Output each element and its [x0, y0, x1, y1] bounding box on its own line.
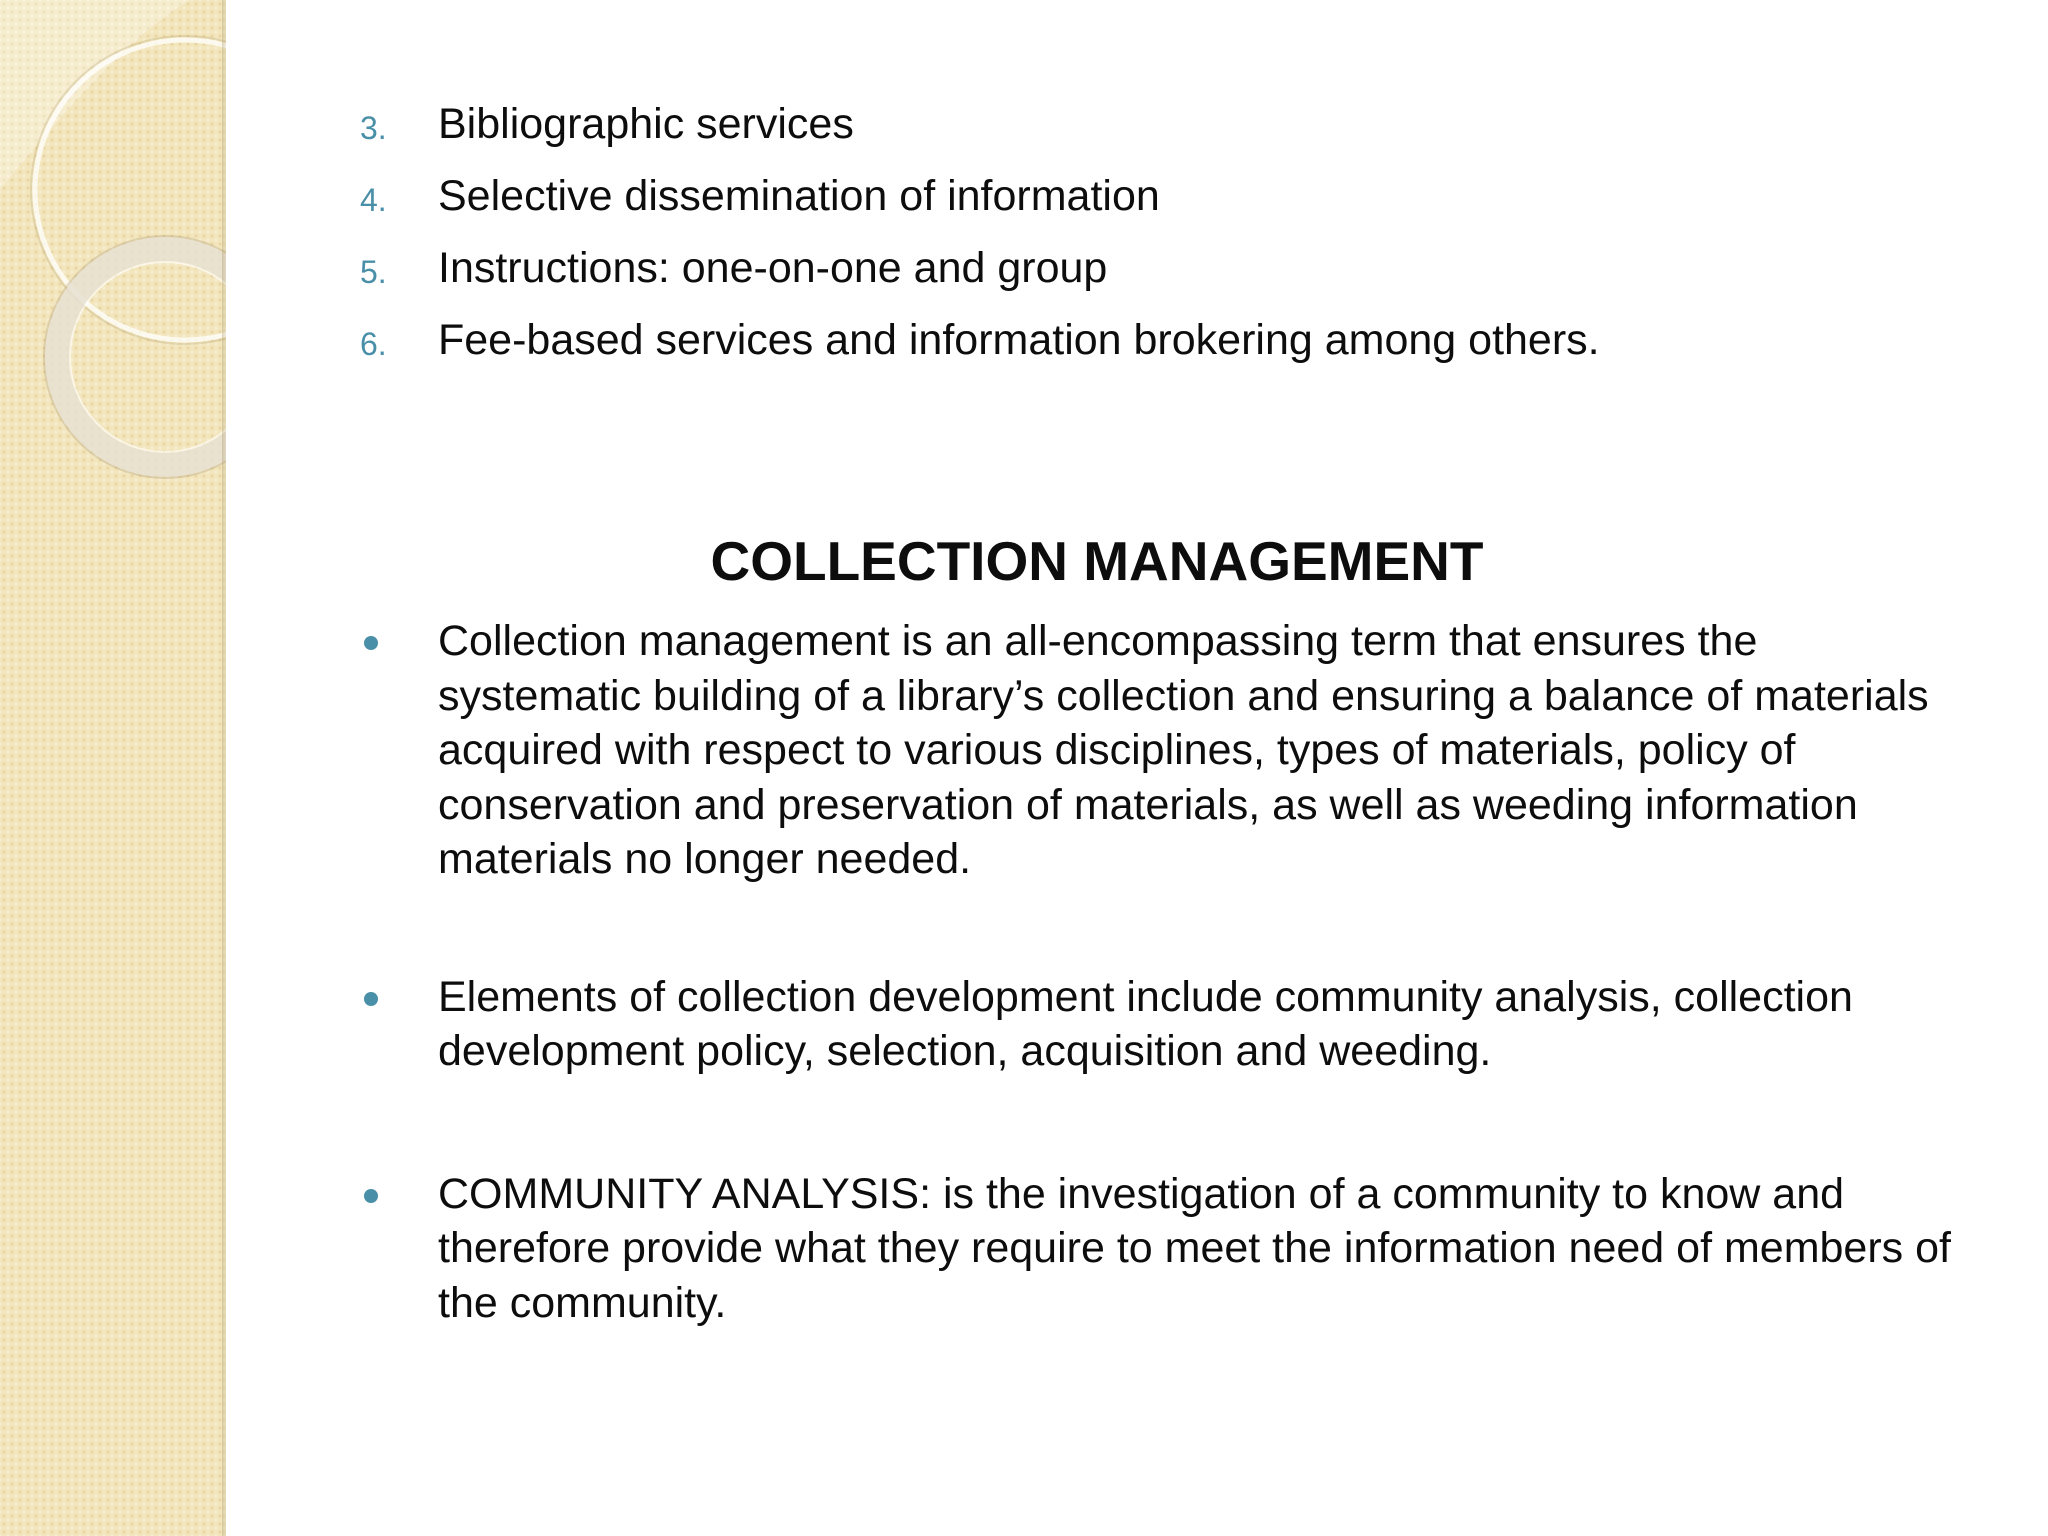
list-number: 3. — [360, 110, 387, 146]
list-item-text: Selective dissemination of information — [438, 172, 1160, 220]
bullet-item — [360, 970, 1960, 1079]
list-item-text: Bibliographic services — [438, 100, 854, 148]
bullet-item — [360, 614, 1960, 887]
list-item-text: Instructions: one-on-one and group — [438, 244, 1108, 292]
section-title: COLLECTION MANAGEMENT — [710, 530, 1484, 592]
bullet-dot-icon — [364, 992, 378, 1006]
list-number: 4. — [360, 182, 387, 218]
decorative-sidebar — [0, 0, 226, 1536]
bullet-list — [360, 614, 1960, 1330]
bullet-dot-icon — [364, 636, 378, 650]
list-number: 5. — [360, 254, 387, 290]
bullet-text: Collection management is an all-encompassing term that ensures the systematic building of a library’s collection and ensuring a balance of materials acquired with respect to various disciplines, types of materials, policy of conservation and preservation of materials, as well as weeding information materials no longer needed. — [438, 617, 1929, 883]
bullet-text: Elements of collection development include community analysis, collection development policy, selection, acquisition and weeding. — [438, 972, 1853, 1075]
bullet-dot-icon — [364, 1189, 378, 1203]
bullet-item — [360, 1167, 1960, 1331]
list-item-text: Fee-based services and information brokering among others. — [438, 316, 1600, 364]
bullet-text: COMMUNITY ANALYSIS: is the investigation of a community to know and therefore provide what they require to meet the information need of members of the community. — [438, 1169, 1951, 1327]
decorative-rings — [0, 0, 226, 520]
slide-content — [226, 0, 2048, 1536]
list-number: 6. — [360, 326, 387, 362]
